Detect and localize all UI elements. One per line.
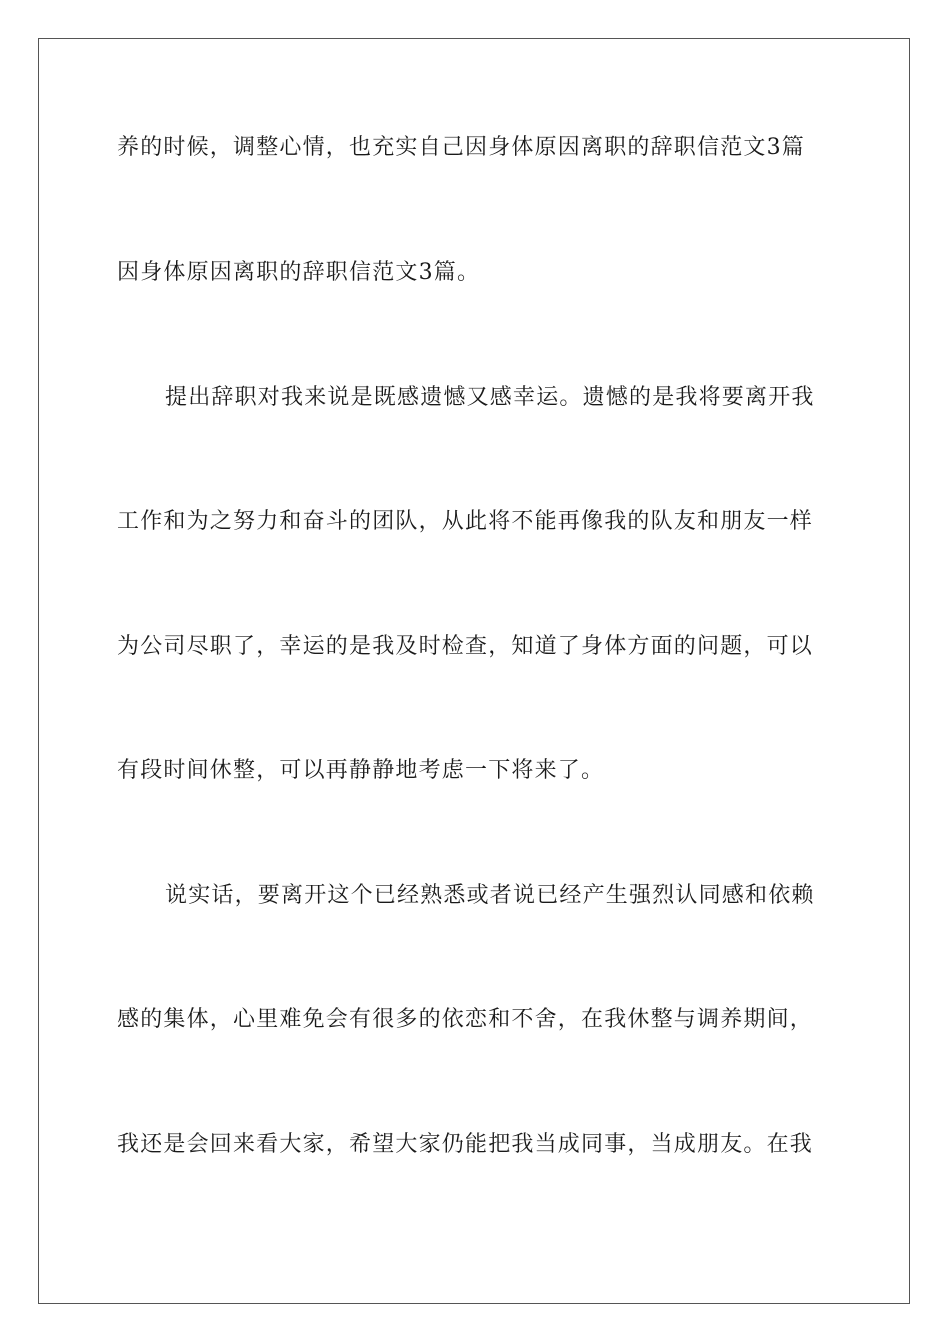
text-line: 养的时候，调整心情，也充实自己因身体原因离职的辞职信范文3篇	[117, 135, 805, 160]
page-border	[38, 38, 910, 1304]
text-line: 我还是会回来看大家，希望大家仍能把我当成同事，当成朋友。在我	[117, 1132, 814, 1157]
text-line: 为公司尽职了，幸运的是我及时检查，知道了身体方面的问题，可以	[117, 634, 814, 659]
text-line: 因身体原因离职的辞职信范文3篇。	[117, 260, 481, 285]
text-line: 有段时间休整，可以再静静地考虑一下将来了。	[117, 758, 605, 783]
text-line: 感的集体，心里难免会有很多的依恋和不舍，在我休整与调养期间，	[117, 1007, 814, 1032]
paragraph-start-line: 说实话，要离开这个已经熟悉或者说已经产生强烈认同感和依赖	[165, 883, 815, 908]
text-line: 工作和为之努力和奋斗的团队，从此将不能再像我的队友和朋友一样	[117, 509, 814, 534]
paragraph-start-line: 提出辞职对我来说是既感遗憾又感幸运。遗憾的是我将要离开我	[165, 385, 815, 410]
